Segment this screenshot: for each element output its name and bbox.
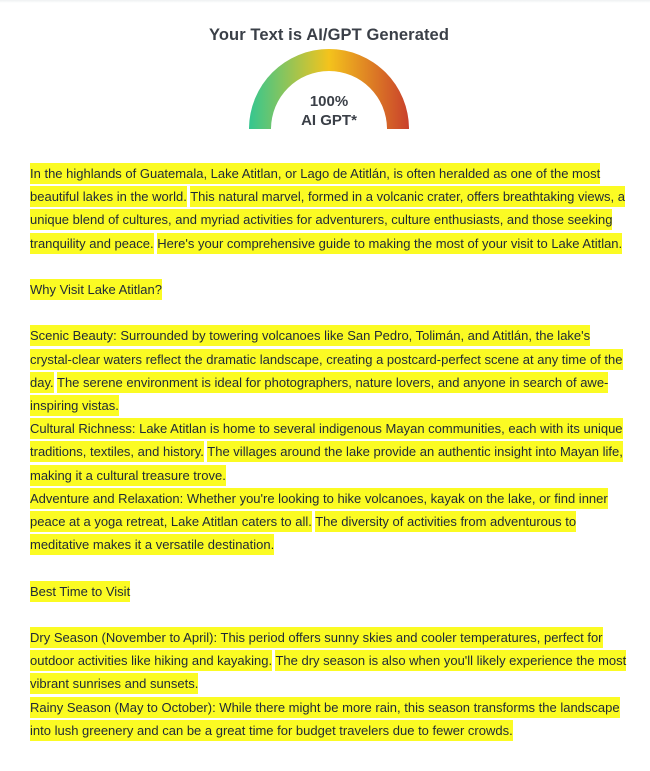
why-item-scenic <box>30 324 630 417</box>
highlighted-sentence: Here's your comprehensive guide to making the most of your visit to Lake Atitlan. <box>157 233 622 254</box>
time-item-rainy <box>30 696 630 742</box>
paragraph-spacer <box>30 556 630 579</box>
why-item-culture <box>30 417 630 487</box>
highlighted-sentence: The diversity of activities from adventurous to meditative makes it a versatile destination. <box>30 511 576 555</box>
time-item-dry <box>30 626 630 696</box>
paragraph-spacer <box>30 301 630 324</box>
highlighted-sentence: The dry season is also when you'll likely experience the most vibrant sunrises and sunsets. <box>30 650 626 694</box>
highlighted-sentence: Cultural Richness: Lake Atitlan is home to several indigenous Mayan communities, each with its unique traditions, textiles, and history. <box>30 418 623 462</box>
top-divider <box>0 0 650 3</box>
highlighted-heading: Why Visit Lake Atitlan? <box>30 279 162 300</box>
analyzed-text <box>30 162 630 742</box>
section-heading-time <box>30 580 630 603</box>
highlighted-sentence: This natural marvel, formed in a volcanic crater, offers breathtaking views, a unique blend of cultures, and myriad activities for adventurers, culture enthusiasts, and those seeking tranquility and peace. <box>30 186 625 253</box>
highlighted-sentence: The serene environment is ideal for photographers, nature lovers, and anyone in search of awe-inspiring vistas. <box>30 372 608 416</box>
why-item-adventure <box>30 487 630 557</box>
highlighted-heading: Best Time to Visit <box>30 581 130 602</box>
highlighted-sentence: The villages around the lake provide an authentic insight into Mayan life, making it a cultural treasure trove. <box>30 441 623 485</box>
gauge-percent: 100% <box>309 93 349 110</box>
result-title: Your Text is AI/GPT Generated <box>208 26 450 45</box>
paragraph-spacer <box>30 603 630 626</box>
section-heading-why <box>30 278 630 301</box>
paragraph-spacer <box>30 255 630 278</box>
intro-paragraph <box>30 162 630 255</box>
gauge-label: AI GPT* <box>301 112 357 129</box>
highlighted-sentence: Rainy Season (May to October): While there might be more rain, this season transforms the landscape into lush greenery and can be a great time for budget travelers due to fewer crowds. <box>30 697 620 741</box>
highlighted-sentence: In the highlands of Guatemala, Lake Atitlan, or Lago de Atitlán, is often heralded as one of the most beautiful lakes in the world. <box>30 163 600 207</box>
highlighted-sentence: Adventure and Relaxation: Whether you're looking to hike volcanoes, kayak on the lake, or find inner peace at a yoga retreat, Lake Atitlan caters to all. <box>30 488 608 532</box>
highlighted-sentence: Dry Season (November to April): This period offers sunny skies and cooler temperatures, perfect for outdoor activities like hiking and kayaking. <box>30 627 603 671</box>
highlighted-sentence: Scenic Beauty: Surrounded by towering volcanoes like San Pedro, Tolimán, and Atitlán, the lake's crystal-clear waters reflect the dramatic landscape, creating a postcard-perfect scene at any time of the day. <box>30 325 623 392</box>
gauge-readout <box>249 92 409 130</box>
